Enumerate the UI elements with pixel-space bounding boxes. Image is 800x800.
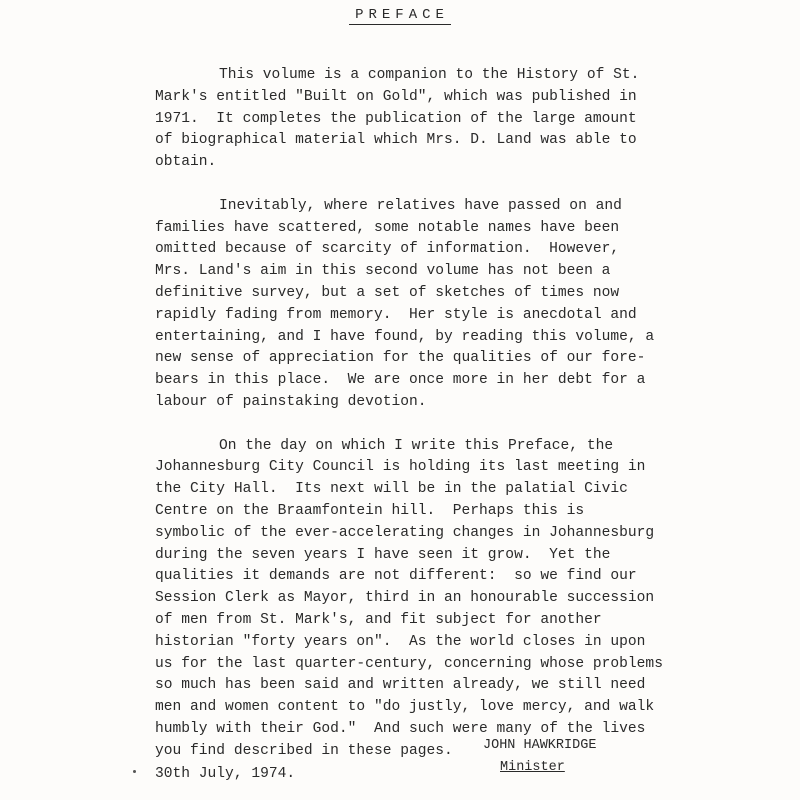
signature-name: JOHN HAWKRIDGE (483, 738, 597, 753)
text-line: Johannesburg City Council is holding its last meeting in (155, 459, 646, 476)
text-line: symbolic of the ever-accelerating changes in Johannesburg (155, 524, 655, 541)
title-text: PREFACE (349, 7, 451, 25)
text-line: 1971. It completes the publication of the large amount (155, 110, 637, 127)
text-line: during the seven years I have seen it grow. Yet the (155, 546, 611, 563)
text-line: humbly with their God." And such were many of the lives (155, 720, 646, 737)
text-line: Centre on the Braamfontein hill. Perhaps this is (155, 502, 585, 519)
text-line: of men from St. Mark's, and fit subject for another (155, 611, 602, 628)
text-line: us for the last quarter-century, concerning whose problems (155, 655, 663, 672)
text-line: rapidly fading from memory. Her style is anecdotal and (155, 306, 637, 323)
text-line: families have scattered, some notable names have been (155, 219, 620, 236)
text-line: men and women content to "do justly, love mercy, and walk (155, 699, 655, 716)
page-title (0, 7, 800, 25)
text-line: the City Hall. Its next will be in the palatial Civic (155, 481, 628, 498)
paragraph-1 (155, 65, 640, 174)
text-line: you find described in these pages. (155, 742, 453, 759)
text-line: historian "forty years on". As the world closes in upon (155, 633, 646, 650)
signature-title: Minister (500, 760, 565, 775)
text-line: new sense of appreciation for the qualities of our fore- (155, 350, 646, 367)
text-line: Session Clerk as Mayor, third in an honourable succession (155, 590, 655, 607)
text-line: Mark's entitled "Built on Gold", which was published in (155, 88, 637, 105)
text-line: On the day on which I write this Preface, the (219, 437, 614, 454)
text-line: definitive survey, but a set of sketches of times now (155, 284, 620, 301)
text-line: omitted because of scarcity of information. However, (155, 241, 620, 258)
text-line: Inevitably, where relatives have passed on and (219, 197, 622, 214)
text-line: qualities it demands are not different: so we find our (155, 568, 637, 585)
paragraph-3 (155, 436, 663, 763)
text-line: labour of painstaking devotion. (155, 393, 427, 410)
text-line: of biographical material which Mrs. D. Land was able to (155, 132, 637, 149)
text-line: This volume is a companion to the History of St. (219, 67, 640, 83)
text-line: so much has been said and written already, we still need (155, 677, 646, 694)
ink-speck (133, 770, 136, 773)
document-body (155, 65, 663, 784)
document-date: 30th July, 1974. (155, 766, 296, 782)
paragraph-2 (155, 196, 655, 414)
text-line: entertaining, and I have found, by reading this volume, a (155, 328, 655, 345)
text-line: Mrs. Land's aim in this second volume has not been a (155, 263, 611, 280)
text-line: bears in this place. We are once more in her debt for a (155, 372, 646, 389)
text-line: obtain. (155, 154, 217, 171)
